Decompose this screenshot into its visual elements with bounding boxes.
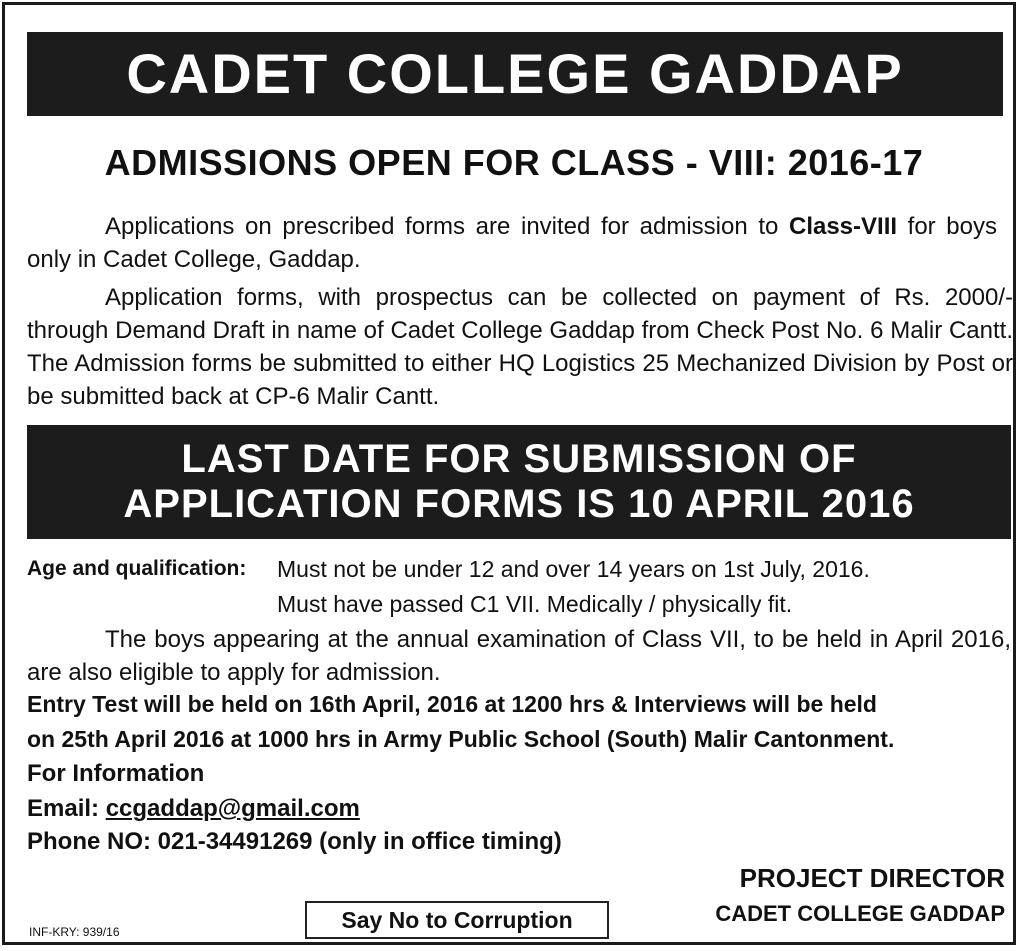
page-title: CADET COLLEGE GADDAP — [126, 42, 904, 105]
admissions-heading: ADMISSIONS OPEN FOR CLASS - VIII: 2016-17 — [104, 142, 924, 183]
eligibility-label: Age and qualification: — [27, 557, 247, 580]
deadline-banner — [27, 425, 1011, 539]
email-row — [27, 793, 360, 825]
signatory-org: CADET COLLEGE GADDAP — [715, 901, 1005, 926]
advertisement — [2, 2, 1016, 945]
intro-text: Applications on prescribed forms are invited for admission to — [105, 213, 789, 240]
schedule-line-2: on 25th April 2016 at 1000 hrs in Army Public School (South) Malir Cantonment. — [27, 726, 895, 752]
signatory-title: PROJECT DIRECTOR — [739, 863, 1005, 893]
info-heading: For Information — [27, 760, 205, 787]
email-label: Email: — [27, 795, 106, 822]
reference-code: INF-KRY: 939/16 — [29, 925, 120, 939]
class-label: Class-VIII — [788, 213, 898, 240]
intro-text-rest: for boys only in Cadet College, Gaddap. — [27, 213, 997, 273]
intro-paragraph-2: Application forms, with prospectus can be collected on payment of Rs. 2000/- through Demand Draft in name of Cadet College Gaddap from Check Post No. 6 Malir Cantt. The Admission forms be submitted to either HQ Logistics 25 Mechanized Division by Post or be submitted back at CP-6 Malir Cantt. — [27, 284, 1013, 410]
eligibility-note: The boys appearing at the annual examination of Class VII, to be held in April 2016, are also eligible to apply for admission. — [27, 626, 1011, 686]
intro-paragraph-1 — [27, 210, 997, 276]
email-link[interactable]: ccgaddap@gmail.com — [105, 795, 360, 822]
title-banner — [27, 32, 1003, 116]
schedule-line-1: Entry Test will be held on 16th April, 2016 at 1200 hrs & Interviews will be held — [27, 691, 877, 717]
deadline-line-2: APPLICATION FORMS IS 10 APRIL 2016 — [123, 482, 915, 526]
eligibility-qualification: Must have passed C1 VII. Medically / physically fit. — [277, 591, 793, 617]
deadline-line-1: LAST DATE FOR SUBMISSION OF — [181, 437, 857, 481]
anti-corruption-box: Say No to Corruption — [305, 901, 609, 939]
eligibility-age: Must not be under 12 and over 14 years on 1st July, 2016. — [277, 556, 870, 582]
phone-row: Phone NO: 021-34491269 (only in office timing) — [27, 828, 562, 855]
